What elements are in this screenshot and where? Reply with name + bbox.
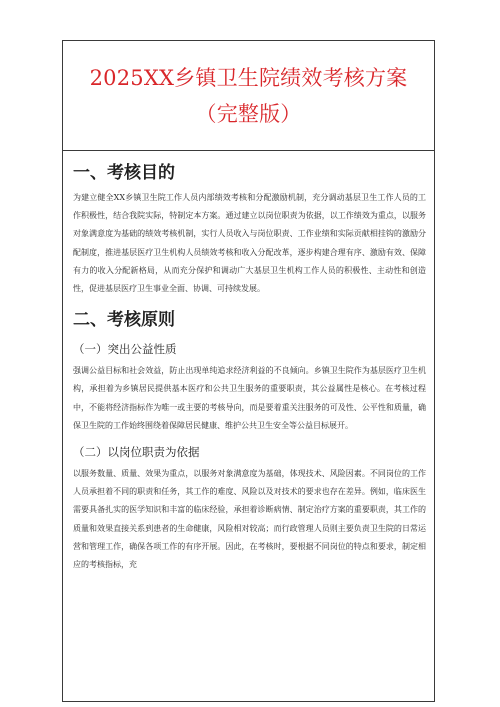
document-page [62, 40, 435, 702]
title-block [63, 41, 434, 151]
subsection-heading-job-duties: （二）以岗位职责为依据 [73, 445, 200, 460]
section-heading-principles: 二、考核原则 [73, 310, 175, 331]
subsection-heading-public-welfare: （一）突出公益性质 [73, 342, 177, 357]
section-paragraph-purpose: 为建立健全XX乡镇卫生院工作人员内部绩效考核和分配激励机制，充分调动基层卫生工作人员的工作积极性，结合我院实际，特制定本方案。通过建立以岗位职责为依据，以工作绩效为重点，以服务对象满意度为基础的绩效考核机制，实行人员收入与岗位职责、工作业绩和实际贡献相挂钩的激励分配制度，推进基层医疗卫生机构人员绩效考核和收入分配改革，逐步构建合理有序、激励有效、保障有力的收入分配新格局，从而充分保护和调动广大基层卫生机构工作人员的积极性、主动性和创造性，促进基层医疗卫生事业全面、协调、可持续发展。 [73, 193, 426, 294]
subsection-paragraph-public-welfare: 强调公益目标和社会效益，防止出现单纯追求经济利益的不良倾向。乡镇卫生院作为基层医疗卫生机构，承担着为乡镇居民提供基本医疗和公共卫生服务的重要职责，其公益属性是核心。在考核过程中，不能将经济指标作为唯一或主要的考核导向，而是要着重关注服务的可及性、公平性和质量，确保卫生院的工作始终围绕着保障居民健康、维护公共卫生安全等公益目标展开。 [73, 366, 426, 430]
subsection-paragraph-job-duties: 以服务数量、质量、效果为重点，以服务对象满意度为基础，体现技术、风险因素。不同岗位的工作人员承担着不同的职责和任务，其工作的难度、风险以及对技术的要求也存在差异。例如，临床医生需要具备扎实的医学知识和丰富的临床经验，承担着诊断病情、制定治疗方案的重要职责，其工作的质量和效果直接关系到患者的生命健康，风险相对较高；而行政管理人员则主要负责卫生院的日常运营和管理工作，确保各项工作的有序开展。因此，在考核时，要根据不同岗位的特点和要求，制定相应的考核指标，充 [73, 469, 426, 570]
document-subtitle: （完整版） [195, 102, 302, 126]
document-title: 2025XX乡镇卫生院绩效考核方案 [89, 66, 408, 90]
section-heading-purpose: 一、考核目的 [73, 163, 175, 183]
document-body [63, 161, 434, 574]
